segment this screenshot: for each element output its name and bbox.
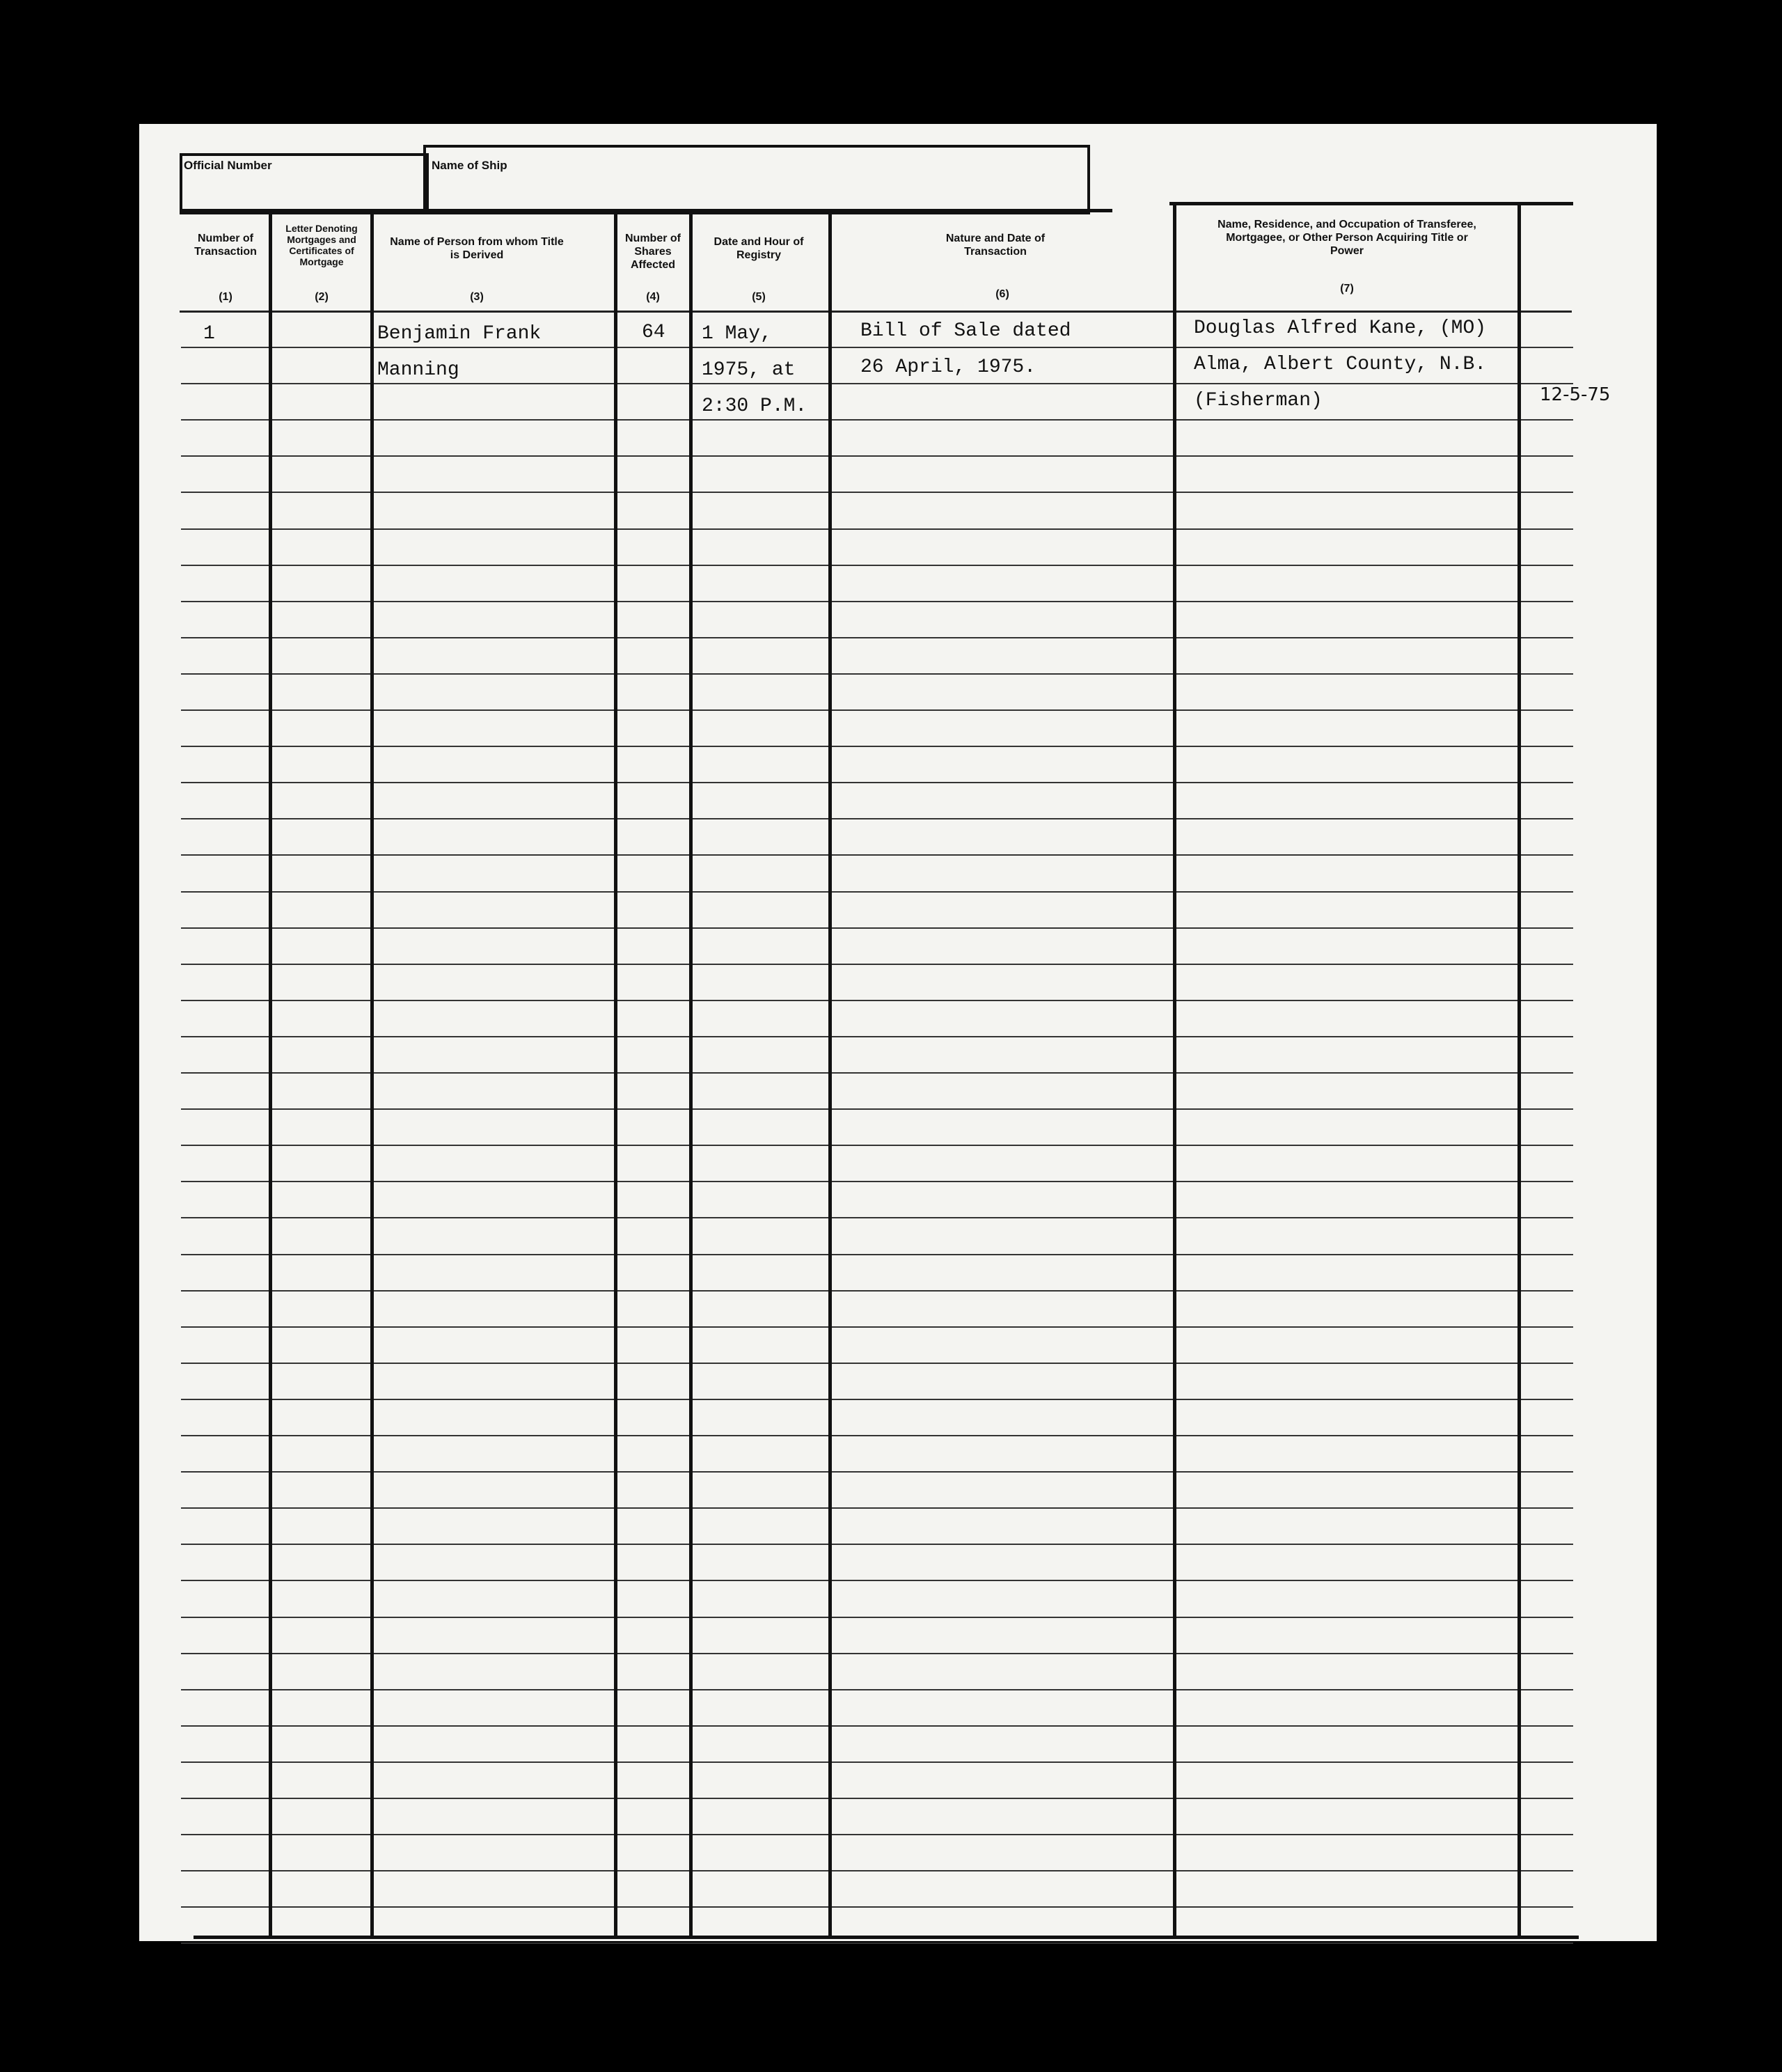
ruled-line — [181, 1617, 1573, 1618]
ruled-line — [181, 601, 1573, 602]
ruled-line — [181, 455, 1573, 457]
ruled-line — [181, 1254, 1573, 1255]
entry-to-line2: Alma, Albert County, N.B. — [1194, 354, 1487, 375]
ruled-line — [181, 347, 1573, 348]
ruled-line — [181, 1689, 1573, 1690]
ruled-line — [181, 1906, 1573, 1908]
entry-to-line3: (Fisherman) — [1194, 390, 1323, 411]
entry-date-line3: 2:30 P.M. — [702, 395, 807, 417]
ruled-line — [181, 891, 1573, 893]
ruled-line — [181, 818, 1573, 819]
entry-from-line2: Manning — [377, 359, 459, 381]
ruled-line — [181, 1870, 1573, 1871]
official-number-label: Official Number — [184, 159, 272, 172]
col7-heading: Name, Residence, and Occupation of Transferee, Mortgagee, or Other Person Acquiring Title or Power — [1217, 219, 1476, 257]
ruled-line — [181, 1181, 1573, 1182]
ruled-line — [181, 1217, 1573, 1218]
ruled-line — [181, 1145, 1573, 1146]
ruled-line — [181, 1761, 1573, 1763]
ruled-line — [181, 1507, 1573, 1509]
ruled-line — [181, 637, 1573, 638]
ruled-line — [181, 673, 1573, 675]
col2-heading: Letter Denoting Mortgages and Certificates of Mortgage — [285, 223, 358, 267]
ruled-line — [181, 1290, 1573, 1292]
ruled-line — [181, 1544, 1573, 1545]
col1-number: (1) — [219, 291, 232, 303]
column-divider — [370, 210, 374, 1937]
ruled-line — [181, 1834, 1573, 1835]
table-top-border-right — [1169, 202, 1573, 205]
ruled-line — [181, 1363, 1573, 1364]
entry-nature-line2: 26 April, 1975. — [860, 356, 1036, 378]
ruled-line — [181, 1108, 1573, 1110]
entry-margin-date: 12-5-75 — [1540, 384, 1611, 405]
entry-date-line1: 1 May, — [702, 323, 772, 345]
entry-to-line1: Douglas Alfred Kane, (MO) — [1194, 317, 1487, 339]
ruled-line — [181, 1725, 1573, 1727]
col2-number: (2) — [315, 291, 329, 303]
ruled-line — [181, 854, 1573, 856]
ruled-line — [181, 1000, 1573, 1001]
entry-shares: 64 — [642, 322, 665, 343]
col5-number: (5) — [752, 291, 766, 303]
register-page — [139, 124, 1657, 1941]
col3-number: (3) — [470, 291, 484, 303]
ruled-line — [181, 782, 1573, 783]
ruled-line — [181, 1326, 1573, 1328]
ruled-line — [181, 383, 1573, 384]
entry-date-line2: 1975, at — [702, 359, 796, 381]
ruled-line — [181, 1798, 1573, 1799]
ruled-line — [181, 1072, 1573, 1074]
heading-separator-line — [180, 311, 1572, 313]
table-top-border — [180, 209, 1112, 212]
ruled-line — [181, 1399, 1573, 1400]
column-divider — [269, 210, 272, 1937]
col3-heading: Name of Person from whom Title is Derived — [390, 236, 564, 261]
ruled-line — [181, 746, 1573, 747]
column-divider — [1173, 203, 1176, 1937]
col6-number: (6) — [995, 288, 1009, 300]
ruled-line — [181, 709, 1573, 711]
ruled-line — [181, 1036, 1573, 1037]
ruled-line — [181, 419, 1573, 421]
table-bottom-border — [194, 1936, 1579, 1939]
ruled-line — [181, 964, 1573, 965]
entry-number: 1 — [203, 323, 215, 345]
ruled-line — [181, 1943, 1573, 1944]
ruled-line — [181, 1653, 1573, 1654]
col1-heading: Number of Transaction — [194, 233, 257, 258]
col4-number: (4) — [646, 291, 660, 303]
ruled-line — [181, 1580, 1573, 1581]
ship-name-box — [423, 145, 1090, 214]
column-divider — [828, 210, 832, 1937]
entry-nature-line1: Bill of Sale dated — [860, 320, 1071, 342]
column-divider — [614, 210, 617, 1937]
col4-heading: Number of Shares Affected — [625, 233, 681, 271]
ruled-line — [181, 528, 1573, 530]
ship-name-label: Name of Ship — [432, 159, 507, 172]
col6-heading: Nature and Date of Transaction — [945, 233, 1046, 258]
ruled-line — [181, 1435, 1573, 1436]
column-divider — [689, 210, 693, 1937]
ruled-line — [181, 927, 1573, 929]
ruled-line — [181, 492, 1573, 493]
entry-from-line1: Benjamin Frank — [377, 323, 542, 345]
ruled-line — [181, 565, 1573, 566]
ruled-line — [181, 1471, 1573, 1473]
column-divider — [1517, 203, 1521, 1937]
col7-number: (7) — [1340, 283, 1354, 295]
col5-heading: Date and Hour of Registry — [713, 236, 804, 261]
